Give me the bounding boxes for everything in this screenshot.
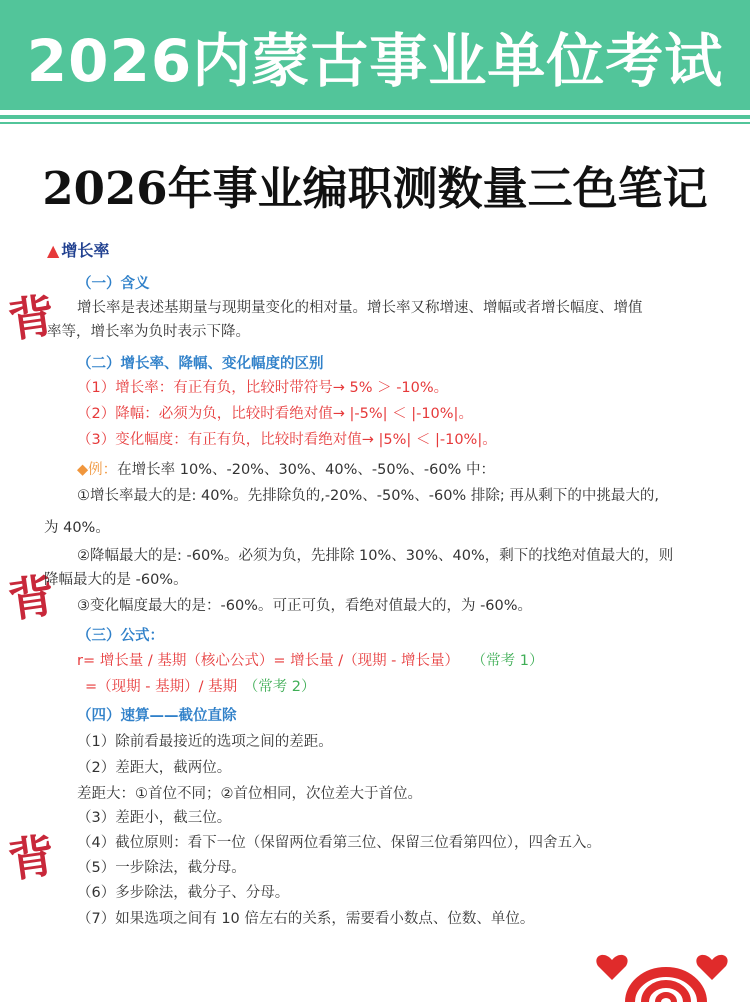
banner-divider — [0, 115, 750, 119]
quick-calc-step-6: （6）多步除法，截分子、分母。 — [77, 885, 290, 901]
banner-title: 2026内蒙古事业单位考试 — [26, 27, 724, 95]
quick-calc-step-7: （7）如果选项之间有 10 倍左右的关系，需要看小数点、位数、单位。 — [77, 911, 535, 927]
quick-calc-note: 差距大：①首位不同；②首位相同，次位差大于首位。 — [77, 786, 422, 802]
bei-mark-2: 背 — [4, 568, 58, 628]
bei-mark-3: 背 — [4, 828, 58, 888]
subheading-differences: （二）增长率、降幅、变化幅度的区别 — [77, 356, 324, 372]
example-answer-1: ①增长率最大的是: 40%。先排除负的,-20%、-50%、-60% 排除; 再从剩下的中挑最大的, — [77, 488, 659, 504]
subheading-formula: （三）公式： — [77, 628, 164, 644]
quick-calc-step-5: （5）一步除法，截分母。 — [77, 860, 246, 876]
quick-calc-step-4: （4）截位原则：看下一位（保留两位看第三位、保留三位看第四位），四舍五入。 — [77, 835, 601, 851]
triangle-icon: ▲ — [47, 241, 60, 260]
hearts-decoration-icon — [590, 930, 750, 1002]
section-heading: ▲ 增长率 — [47, 241, 110, 260]
difference-decline: （2）降幅：必须为负，比较时看绝对值→ |-5%| ＜ |-10%|。 — [77, 406, 473, 422]
example-answer-2-cont: 降幅最大的是 -60%。 — [44, 572, 188, 588]
example-answer-2: ②降幅最大的是: -60%。必须为负，先排除 10%、30%、40%，剩下的找绝对值最大的，则 — [77, 548, 674, 564]
example-answer-3: ③变化幅度最大的是：-60%。可正可负，看绝对值最大的，为 -60%。 — [77, 598, 533, 614]
difference-growth-rate: （1）增长率：有正有负，比较时带符号→ 5% ＞ -10%。 — [77, 380, 449, 396]
definition-text-1: 增长率是表述基期量与现期量变化的相对量。增长率又称增速、增幅或者增长幅度、增值 — [77, 300, 643, 316]
quick-calc-step-3: （3）差距小，截三位。 — [77, 810, 232, 826]
formula-line-1: r= 增长量 / 基期（核心公式）= 增长量 /（现期 - 增长量） （常考 1） — [77, 653, 544, 669]
header-banner — [0, 0, 750, 110]
quick-calc-step-1: （1）除前看最接近的选项之间的差距。 — [77, 734, 333, 750]
document-title: 2026年事业编职测数量三色笔记 — [42, 162, 708, 215]
example-line: ◆例：在增长率 10%、-20%、30%、40%、-50%、-60% 中： — [77, 462, 495, 478]
bei-mark-1: 背 — [4, 288, 58, 348]
example-answer-1-cont: 为 40%。 — [44, 520, 110, 536]
banner-divider-thin — [0, 122, 750, 124]
difference-change-range: （3）变化幅度：有正有负，比较时看绝对值→ |5%| ＜ |-10%|。 — [77, 432, 497, 448]
subheading-definition: （一）含义 — [77, 276, 150, 292]
formula-line-2: =（现期 - 基期）/ 基期 （常考 2） — [85, 679, 316, 695]
example-label: ◆例： — [77, 462, 118, 478]
definition-text-2: 率等，增长率为负时表示下降。 — [47, 324, 250, 340]
subheading-quick-calc: （四）速算——截位直除 — [77, 708, 237, 724]
quick-calc-step-2: （2）差距大，截两位。 — [77, 760, 232, 776]
